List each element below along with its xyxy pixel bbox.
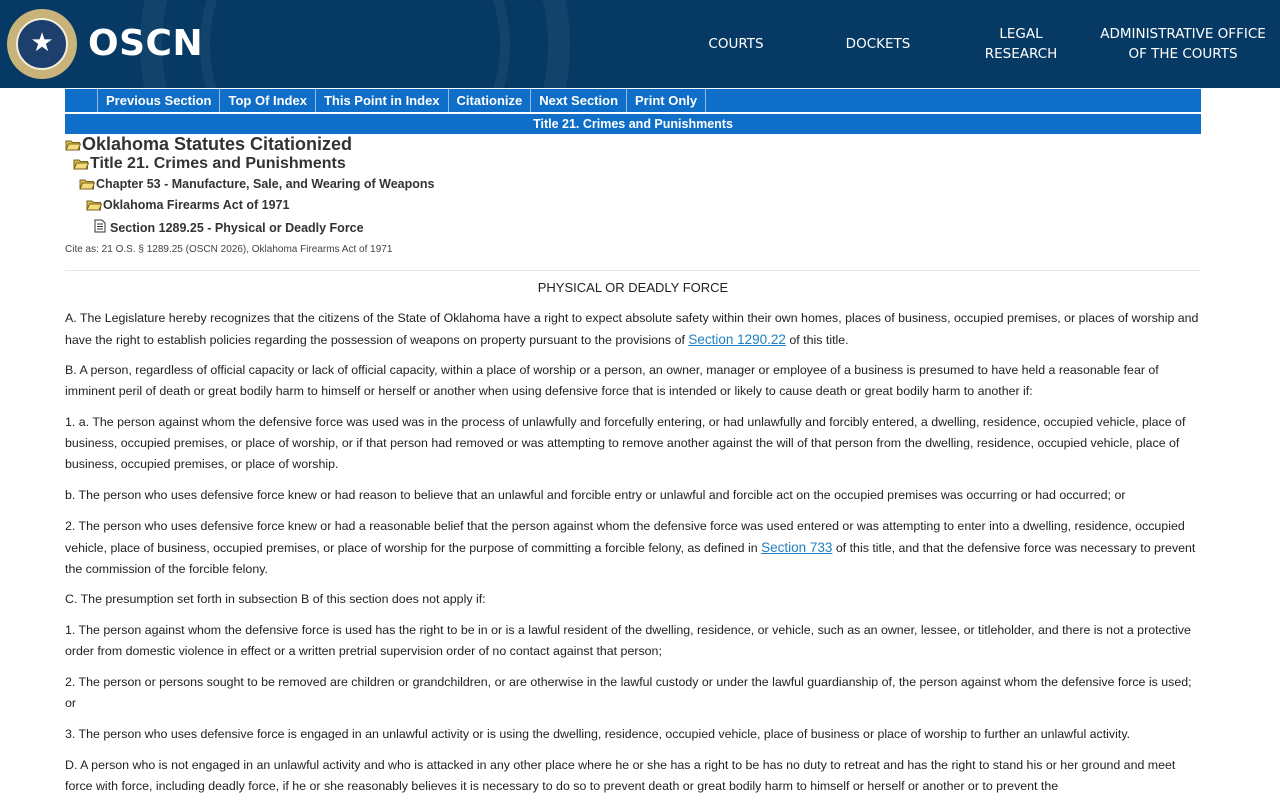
paragraph-text: 2. The person who uses defensive force knew or had a reasonable belief that the person against whom the defensive force was used entered or was attempting to enter into a dwelling, residence, occupied vehicle, place of business, occupied premises, or place of worship for the purpose of committing a forcible felony, as defined in xyxy=(65,519,1185,555)
paragraph-1b: b. The person who uses defensive force knew or had reason to believe that an unlawful and forcible entry or unlawful and forcible act on the occupied premises was occurring or had occurred; or xyxy=(65,488,1126,502)
paragraph-b: B. A person, regardless of official capacity or lack of official capacity, within a place of worship or a person, an owner, manager or employee of a business is presumed to have held a reasonable fear of imminent peril of death or great bodily harm to himself or herself or another when using defensive force that is intended or likely to cause death or great bodily harm to another if: xyxy=(65,363,1159,398)
paragraph-c: C. The presumption set forth in subsection B of this section does not apply if: xyxy=(65,592,486,606)
citationize-link[interactable]: Citationize xyxy=(448,89,531,112)
citation-text: Cite as: 21 O.S. § 1289.25 (OSCN 2026), Oklahoma Firearms Act of 1971 xyxy=(65,244,393,255)
paragraph-text: A. The Legislature hereby recognizes that the citizens of the State of Oklahoma have a right to expect absolute safety within their own homes, places of business, occupied premises, or places of worship and have the right to establish policies regarding the possession of weapons on property pursuant to the provisions of xyxy=(65,311,1199,347)
folder-open-icon xyxy=(65,139,81,151)
breadcrumb-label: Oklahoma Statutes Citationized xyxy=(82,134,353,154)
breadcrumb-level-1[interactable] xyxy=(65,134,352,155)
previous-section-link[interactable]: Previous Section xyxy=(97,89,219,112)
breadcrumb-level-2[interactable] xyxy=(73,155,346,173)
nav-courts[interactable]: COURTS xyxy=(708,36,764,52)
print-only-link[interactable]: Print Only xyxy=(626,89,706,112)
paragraph-a xyxy=(65,308,1201,351)
paragraph-2 xyxy=(65,516,1201,580)
breadcrumb-level-4[interactable] xyxy=(86,198,289,212)
statute-heading: PHYSICAL OR DEADLY FORCE xyxy=(537,280,729,295)
title-bar: Title 21. Crimes and Punishments xyxy=(65,114,1201,134)
site-logo[interactable]: OSCN xyxy=(88,23,204,64)
section-733-link[interactable]: Section 733 xyxy=(761,540,833,555)
breadcrumb-level-5[interactable] xyxy=(94,219,364,236)
seal-star-icon: ★ xyxy=(30,28,54,58)
paragraph-c3: 3. The person who uses defensive force is engaged in an unlawful activity or is using the dwelling, residence, occupied vehicle, place of business or place of worship to further an unlawful activity. xyxy=(65,727,1131,741)
nav-legal-research[interactable]: LEGAL RESEARCH xyxy=(984,26,1058,62)
nav-dockets[interactable]: DOCKETS xyxy=(845,36,911,52)
section-navigation-bar xyxy=(65,89,1201,112)
breadcrumb-label: Section 1289.25 - Physical or Deadly Force xyxy=(110,220,364,235)
supreme-court-seal-logo[interactable] xyxy=(7,9,77,79)
header-background-seal-inner xyxy=(200,0,510,88)
next-section-link[interactable]: Next Section xyxy=(530,89,626,112)
folder-open-icon xyxy=(86,199,102,211)
breadcrumb-label: Chapter 53 - Manufacture, Sale, and Wearing of Weapons xyxy=(96,177,435,191)
breadcrumb-label: Oklahoma Firearms Act of 1971 xyxy=(103,198,290,212)
nav-administrative-office[interactable]: ADMINISTRATIVE OFFICE OF THE COURTS xyxy=(1100,26,1266,62)
breadcrumb-level-3[interactable] xyxy=(79,177,435,191)
paragraph-c2: 2. The person or persons sought to be removed are children or grandchildren, or are otherwise in the lawful custody or under the lawful guardianship of, the person against whom the defensive force is used; or xyxy=(65,675,1192,710)
folder-open-icon xyxy=(73,158,89,170)
section-1290-22-link[interactable]: Section 1290.22 xyxy=(688,332,786,347)
top-of-index-link[interactable]: Top Of Index xyxy=(219,89,314,112)
paragraph-c1: 1. The person against whom the defensive force is used has the right to be in or is a lawful resident of the dwelling, residence, or vehicle, such as an owner, lessee, or titleholder, and there is not a protective order from domestic violence in effect or a written pretrial supervision order of no contact against that person; xyxy=(65,623,1191,658)
paragraph-d: D. A person who is not engaged in an unlawful activity and who is attacked in any other place where he or she has a right to be has no duty to retreat and has the right to stand his or her ground and meet force with force, including deadly force, if he or she reasonably believes it is necessary to do so to prevent death or great bodily harm to himself or herself or another or to prevent the xyxy=(65,758,1176,793)
content-divider xyxy=(65,270,1201,271)
seal-center xyxy=(16,18,68,70)
paragraph-1a: 1. a. The person against whom the defensive force was used was in the process of unlawfully and forcefully entering, or had unlawfully and forcibly entered, a dwelling, residence, occupied vehicle, place of business, occupied premises, or place of worship, or if that person had removed or was attempting to remove another against the will of that person from the dwelling, residence, occupied vehicle, place of business, occupied premises, or place of worship. xyxy=(65,415,1186,471)
this-point-in-index-link[interactable]: This Point in Index xyxy=(315,89,448,112)
breadcrumb-label: Title 21. Crimes and Punishments xyxy=(90,155,346,172)
site-header xyxy=(0,0,1280,88)
paragraph-text: of this title. xyxy=(785,333,849,347)
folder-open-icon xyxy=(79,178,95,190)
document-icon xyxy=(94,219,106,236)
paragraph-text: of this title, and that the defensive force was necessary to prevent the commission of the forcible felony. xyxy=(65,541,1196,576)
